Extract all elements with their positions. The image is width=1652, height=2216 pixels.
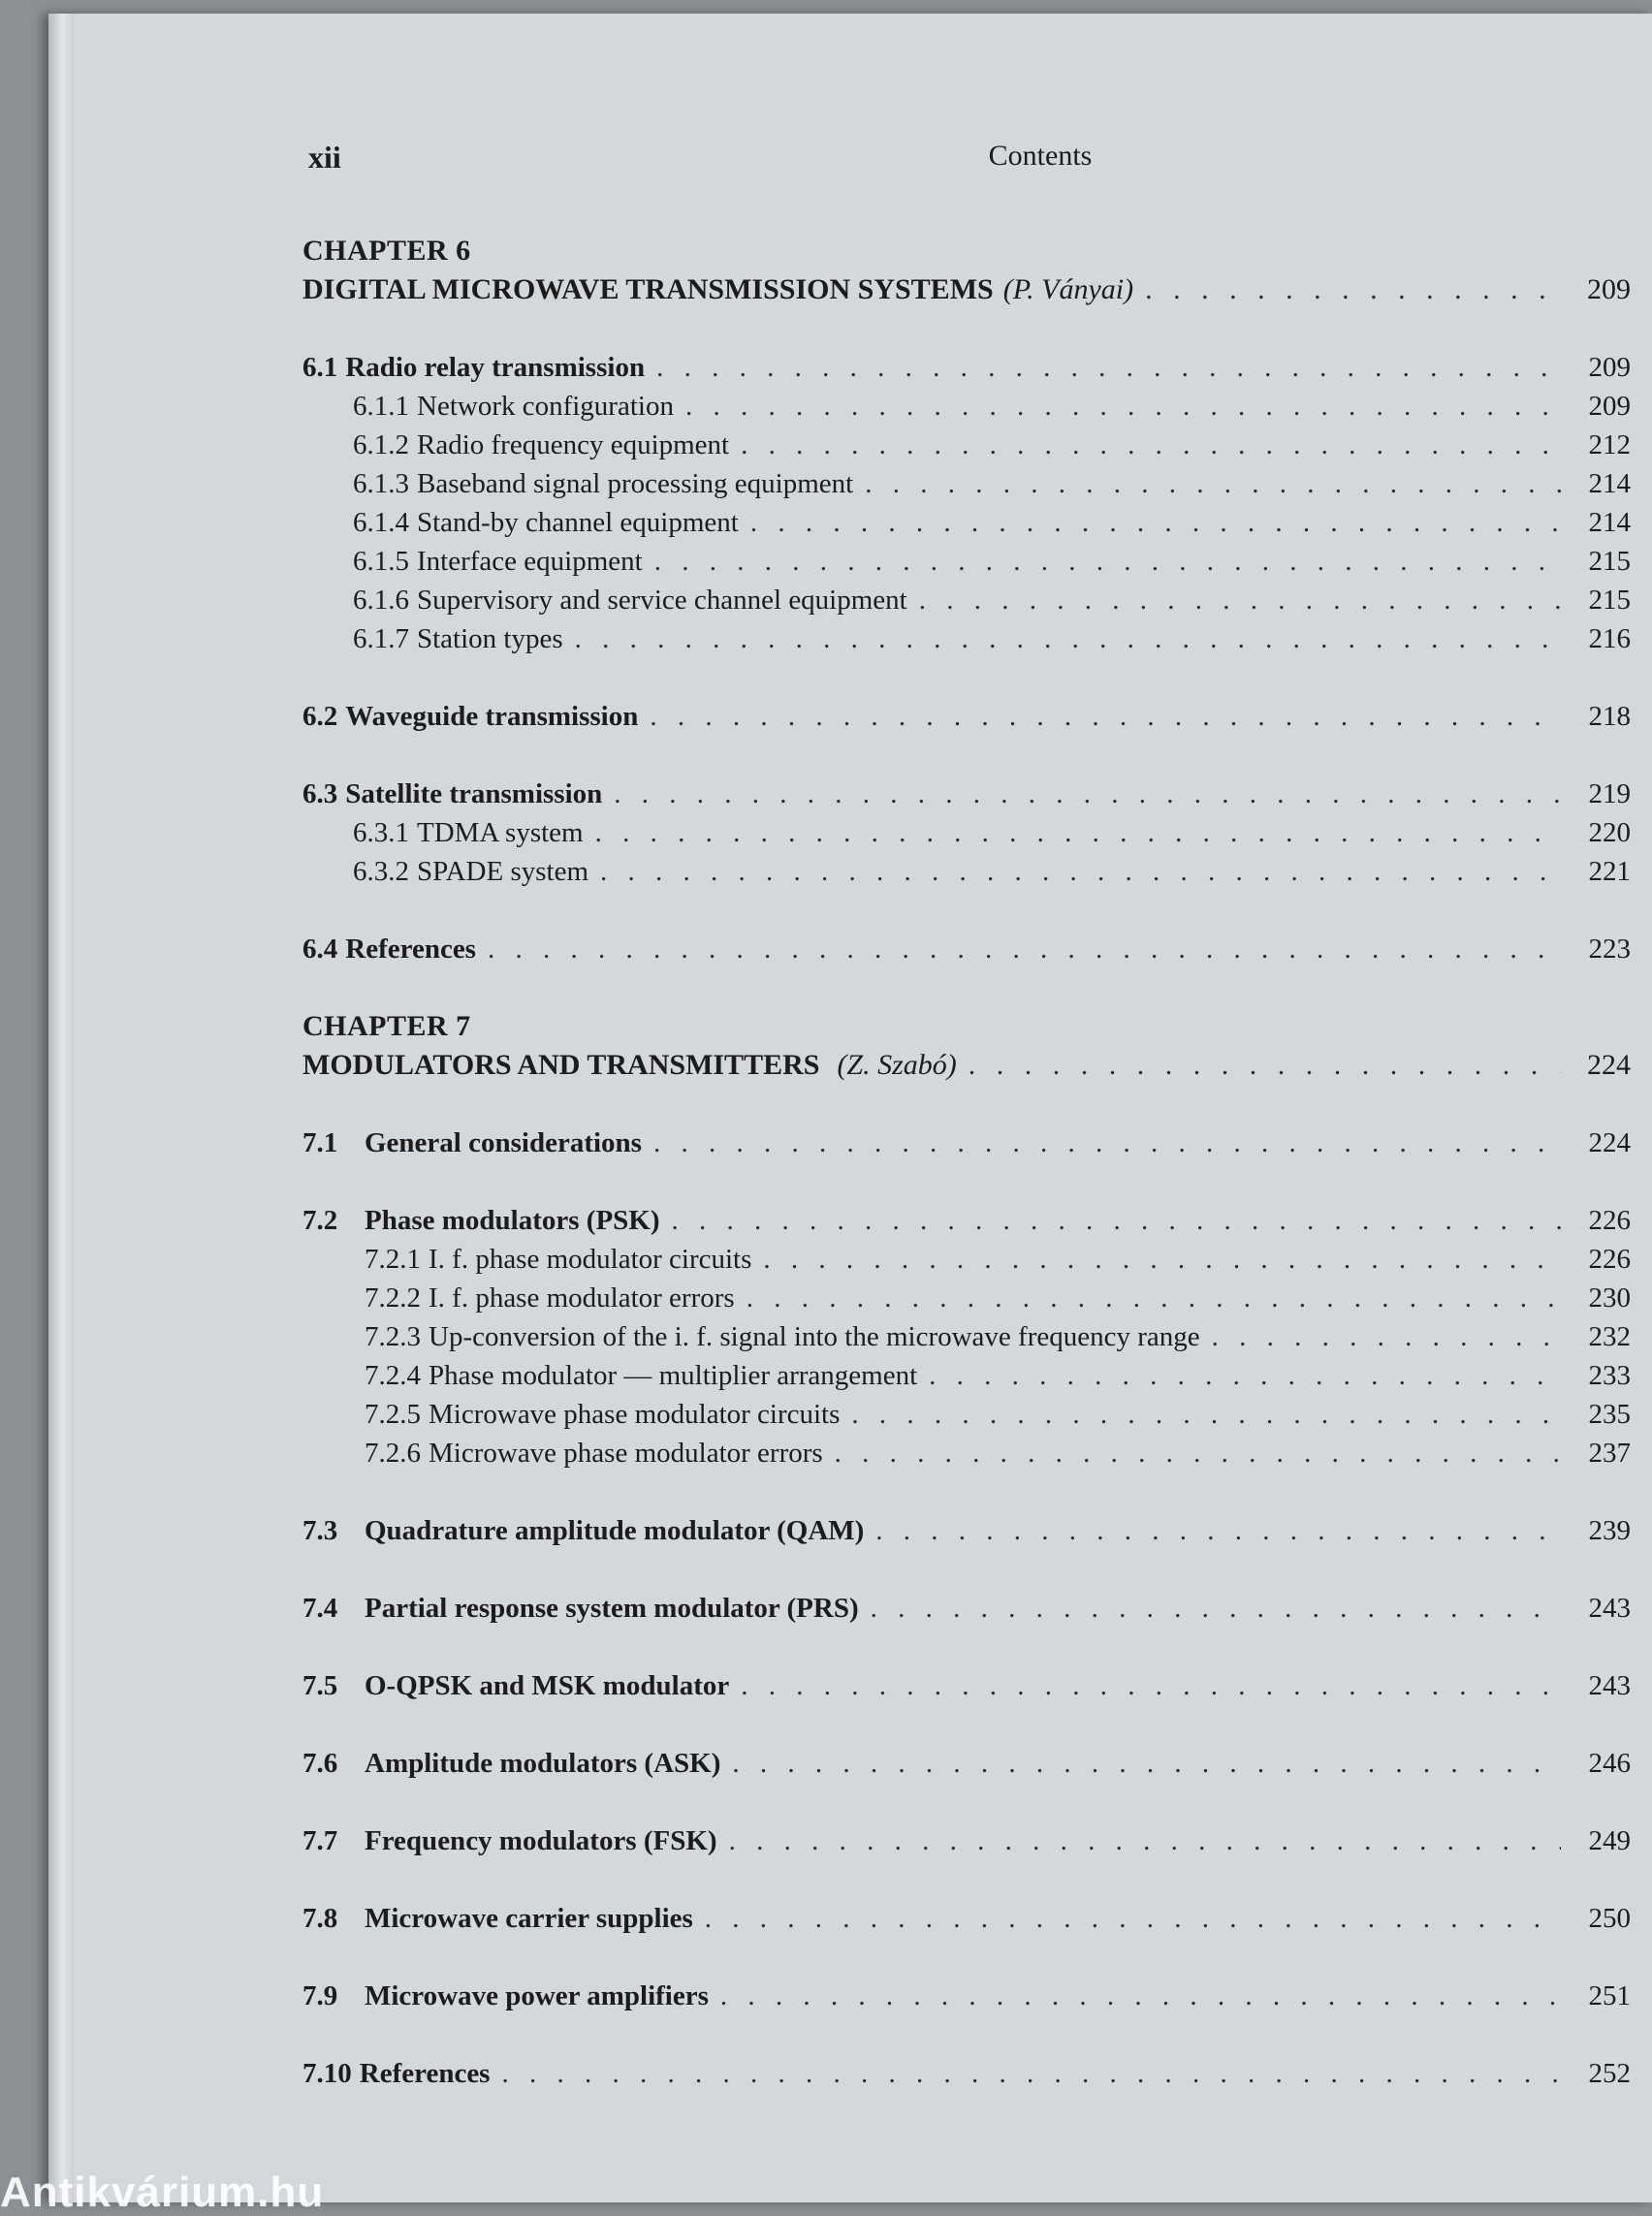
section-number: 6.1.5 (353, 542, 409, 581)
section-number: 7.2.5 (365, 1395, 421, 1434)
section-title: I. f. phase modulator errors (429, 1279, 735, 1317)
toc-entry-6-3[interactable] (302, 775, 1631, 813)
section-title: O-QPSK and MSK modulator (365, 1666, 729, 1705)
toc-entry-7-2-5[interactable] (302, 1395, 1631, 1434)
toc-entry-7-4[interactable] (302, 1589, 1631, 1628)
section-number: 6.1.7 (353, 619, 409, 658)
page-number: 221 (1573, 852, 1631, 891)
page-number: 233 (1573, 1356, 1631, 1395)
chapter-6-title-row[interactable] (302, 270, 1631, 309)
section-title: Radio relay transmission (345, 348, 645, 387)
dot-leader (685, 387, 1561, 426)
section-title: Microwave power amplifiers (365, 1977, 709, 2015)
dot-leader (575, 619, 1561, 658)
section-title: Partial response system modulator (PRS) (365, 1589, 859, 1628)
dot-leader (614, 775, 1561, 813)
section-number: 7.2.4 (365, 1356, 421, 1395)
section-number: 7.2.6 (365, 1434, 421, 1472)
page-number: 237 (1573, 1434, 1631, 1472)
section-number: 7.2 (302, 1201, 365, 1240)
dot-leader (654, 542, 1561, 581)
section-title: Station types (417, 619, 563, 658)
section-title: Frequency modulators (FSK) (365, 1821, 717, 1860)
toc-entry-7-3[interactable] (302, 1511, 1631, 1550)
running-title: Contents (308, 140, 1627, 173)
page-number: 224 (1573, 1124, 1631, 1162)
page-number: 209 (1573, 387, 1631, 426)
page-number: 235 (1573, 1395, 1631, 1434)
section-title: Satellite transmission (345, 775, 602, 813)
section-number: 7.2.3 (365, 1317, 421, 1356)
dot-leader (656, 348, 1561, 387)
toc-entry-6-1[interactable] (302, 348, 1631, 387)
section-title: I. f. phase modulator circuits (429, 1240, 751, 1279)
section-number: 7.4 (302, 1589, 365, 1628)
section-number: 7.5 (302, 1666, 365, 1705)
section-number: 6.1.4 (353, 503, 409, 542)
toc-entry-7-9[interactable] (302, 1977, 1631, 2015)
page-number: 218 (1573, 697, 1631, 736)
section-title: Radio frequency equipment (417, 426, 729, 464)
toc-entry-6-4[interactable] (302, 930, 1631, 968)
toc-entry-6-1-7[interactable] (302, 619, 1631, 658)
section-number: 7.1 (302, 1124, 365, 1162)
section-title: Phase modulator — multiplier arrangement (429, 1356, 917, 1395)
section-title: Phase modulators (PSK) (365, 1201, 660, 1240)
page-number: 251 (1573, 1977, 1631, 2015)
chapter-6-label: CHAPTER 6 (302, 232, 1631, 270)
section-title: Interface equipment (417, 542, 643, 581)
page-number: 209 (1573, 270, 1631, 309)
page-folio: xii (308, 140, 341, 175)
dot-leader (595, 813, 1561, 852)
dot-leader (600, 852, 1561, 891)
page-number: 220 (1573, 813, 1631, 852)
section-title: Supervisory and service channel equipment (417, 581, 907, 619)
section-number: 7.2.2 (365, 1279, 421, 1317)
chapter-author: (Z. Szabó) (837, 1046, 956, 1085)
section-title: Waveguide transmission (345, 697, 638, 736)
dot-leader (732, 1744, 1561, 1783)
dot-leader (741, 1666, 1561, 1705)
toc-entry-7-2-2[interactable] (302, 1279, 1631, 1317)
section-title: Baseband signal processing equipment (417, 464, 853, 503)
dot-leader (763, 1240, 1561, 1279)
page-number: 250 (1573, 1899, 1631, 1938)
chapter-7-label: CHAPTER 7 (302, 1007, 1631, 1046)
dot-leader (750, 503, 1561, 542)
toc-entry-6-1-4[interactable] (302, 503, 1631, 542)
section-title: Microwave phase modulator errors (429, 1434, 823, 1472)
dot-leader (650, 697, 1561, 736)
section-number: 6.3.1 (353, 813, 409, 852)
page-number: 215 (1573, 542, 1631, 581)
chapter-title: DIGITAL MICROWAVE TRANSMISSION SYSTEMS (302, 270, 994, 309)
toc-entry-6-3-2[interactable] (302, 852, 1631, 891)
dot-leader (1212, 1317, 1561, 1356)
page-number: 243 (1573, 1589, 1631, 1628)
page-edge (48, 14, 74, 2202)
page-number: 209 (1573, 348, 1631, 387)
table-of-contents (302, 232, 1631, 2093)
section-number: 6.2 (302, 697, 337, 736)
dot-leader (835, 1434, 1561, 1472)
toc-entry-6-3-1[interactable] (302, 813, 1631, 852)
section-title: References (345, 930, 476, 968)
dot-leader (653, 1124, 1561, 1162)
toc-entry-7-6[interactable] (302, 1744, 1631, 1783)
dot-leader (741, 426, 1561, 464)
dot-leader (705, 1899, 1561, 1938)
page-number: 239 (1573, 1511, 1631, 1550)
section-title: Stand-by channel equipment (417, 503, 739, 542)
section-number: 6.4 (302, 930, 337, 968)
section-title: Network configuration (417, 387, 674, 426)
section-title: TDMA system (417, 813, 584, 852)
toc-entry-7-2-6[interactable] (302, 1434, 1631, 1472)
section-number: 6.3 (302, 775, 337, 813)
dot-leader (851, 1395, 1561, 1434)
dot-leader (1145, 270, 1561, 309)
page-number: 219 (1573, 775, 1631, 813)
section-number: 6.1.3 (353, 464, 409, 503)
page-number: 230 (1573, 1279, 1631, 1317)
section-number: 7.8 (302, 1899, 365, 1938)
toc-entry-7-10[interactable] (302, 2054, 1631, 2093)
toc-entry-7-2-3[interactable] (302, 1317, 1631, 1356)
chapter-author: (P. Ványai) (1003, 270, 1133, 309)
toc-entry-6-1-1[interactable] (302, 387, 1631, 426)
page-number: 215 (1573, 581, 1631, 619)
chapter-7-title-row[interactable] (302, 1046, 1631, 1085)
section-title: Microwave phase modulator circuits (429, 1395, 840, 1434)
section-number: 7.7 (302, 1821, 365, 1860)
section-number: 6.1 (302, 348, 337, 387)
section-title: General considerations (365, 1124, 642, 1162)
toc-entry-6-1-5[interactable] (302, 542, 1631, 581)
page-number: 216 (1573, 619, 1631, 658)
watermark: Antikvárium.hu (0, 2169, 324, 2216)
section-number: 7.3 (302, 1511, 365, 1550)
dot-leader (919, 581, 1561, 619)
page-number: 223 (1573, 930, 1631, 968)
dot-leader (875, 1511, 1561, 1550)
page-number: 252 (1573, 2054, 1631, 2093)
toc-entry-7-1[interactable] (302, 1124, 1631, 1162)
page-header (308, 140, 1627, 178)
book-page (48, 14, 1652, 2202)
toc-entry-6-1-3[interactable] (302, 464, 1631, 503)
section-number: 6.3.2 (353, 852, 409, 891)
toc-entry-6-1-6[interactable] (302, 581, 1631, 619)
toc-entry-6-2[interactable] (302, 697, 1631, 736)
dot-leader (729, 1821, 1561, 1860)
dot-leader (929, 1356, 1561, 1395)
page-number: 212 (1573, 426, 1631, 464)
section-number: 7.9 (302, 1977, 365, 2015)
page-number: 214 (1573, 464, 1631, 503)
toc-entry-7-5[interactable] (302, 1666, 1631, 1705)
toc-entry-7-8[interactable] (302, 1899, 1631, 1938)
toc-entry-7-2-1[interactable] (302, 1240, 1631, 1279)
dot-leader (969, 1046, 1561, 1085)
section-number: 7.6 (302, 1744, 365, 1783)
section-title: Quadrature amplitude modulator (QAM) (365, 1511, 864, 1550)
dot-leader (672, 1201, 1562, 1240)
section-number: 6.1.6 (353, 581, 409, 619)
dot-leader (720, 1977, 1561, 2015)
page-number: 214 (1573, 503, 1631, 542)
section-number: 6.1.2 (353, 426, 409, 464)
section-title: Up-conversion of the i. f. signal into the microwave frequency range (429, 1317, 1200, 1356)
page-number: 246 (1573, 1744, 1631, 1783)
section-title: SPADE system (417, 852, 588, 891)
section-number: 7.2.1 (365, 1240, 421, 1279)
section-title: References (360, 2054, 491, 2093)
dot-leader (747, 1279, 1561, 1317)
toc-entry-7-2-4[interactable] (302, 1356, 1631, 1395)
section-title: Microwave carrier supplies (365, 1899, 693, 1938)
section-title: Amplitude modulators (ASK) (365, 1744, 720, 1783)
section-number: 7.10 (302, 2054, 352, 2093)
dot-leader (488, 930, 1561, 968)
page-number: 226 (1573, 1240, 1631, 1279)
toc-entry-7-7[interactable] (302, 1821, 1631, 1860)
dot-leader (865, 464, 1561, 503)
page-number: 249 (1573, 1821, 1631, 1860)
toc-entry-6-1-2[interactable] (302, 426, 1631, 464)
page-number: 226 (1573, 1201, 1631, 1240)
chapter-title: MODULATORS AND TRANSMITTERS (302, 1046, 819, 1085)
section-number: 6.1.1 (353, 387, 409, 426)
toc-entry-7-2[interactable] (302, 1201, 1631, 1240)
page-number: 224 (1573, 1046, 1631, 1085)
page-number: 243 (1573, 1666, 1631, 1705)
page-number: 232 (1573, 1317, 1631, 1356)
dot-leader (871, 1589, 1561, 1628)
dot-leader (501, 2054, 1561, 2093)
